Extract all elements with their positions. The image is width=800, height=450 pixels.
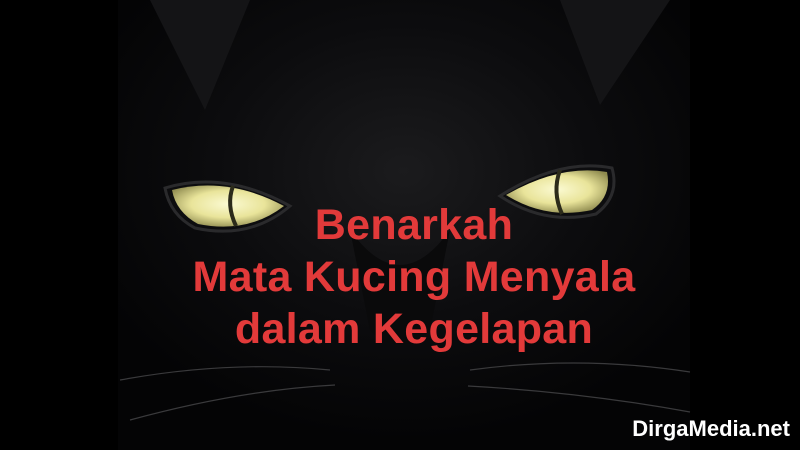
headline-title xyxy=(0,199,800,355)
site-watermark: DirgaMedia.net xyxy=(632,416,790,441)
headline-line-3: dalam Kegelapan xyxy=(234,305,594,353)
headline-line-1: Benarkah xyxy=(314,201,514,249)
headline-line-2: Mata Kucing Menyala xyxy=(192,253,636,301)
